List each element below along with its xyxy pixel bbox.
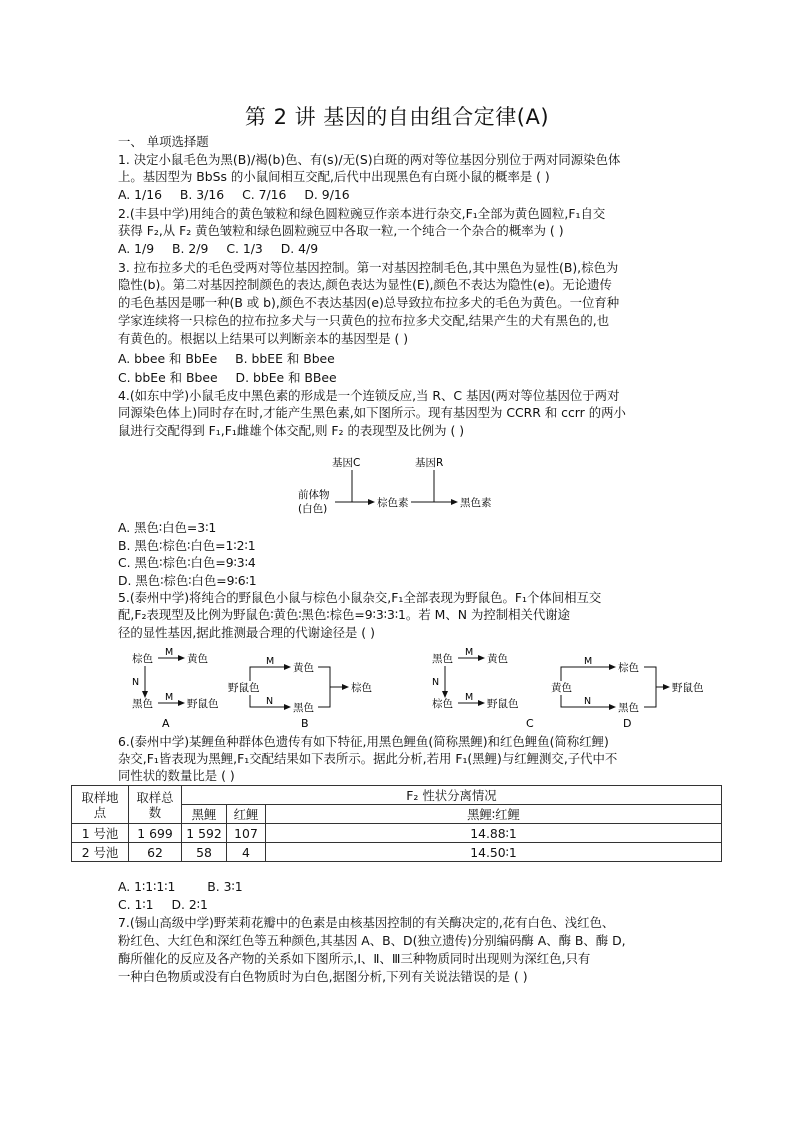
q7-line: 粉红色、大红色和深红色等五种颜色,其基因 A、B、D(独立遗传)分别编码酶 A、酶 B、酶 D,: [118, 933, 626, 948]
q2-line: 2.(丰县中学)用纯合的黄色皱粒和绿色圆粒豌豆作亲本进行杂交,F₁全部为黄色圆粒,F₁自交: [118, 206, 606, 221]
q1-option-a[interactable]: A. 1/16: [118, 187, 162, 202]
q3-line: 隐性(b)。第二对基因控制颜色的表达,颜色表达为显性(E),颜色不表达为隐性(e)。无论遗传: [118, 277, 612, 292]
a-label: A: [162, 717, 170, 730]
cell: 107: [227, 824, 266, 843]
cell: 4: [227, 843, 266, 862]
q5-line: 径的显性基因,据此推测最合理的代谢途径是 ( ): [118, 625, 375, 640]
c-bottom-right: 野鼠色: [487, 698, 519, 710]
header-site-2: 点: [93, 804, 107, 820]
q3-line: 有黄色的。根据以上结果可以判断亲本的基因型是 ( ): [118, 331, 409, 346]
q6-option-a[interactable]: A. 1∶1∶1∶1: [118, 879, 176, 894]
q7-line: 一种白色物质或没有白色物质时为白色,据图分析,下列有关说法错误的是 ( ): [118, 969, 528, 984]
b-right: 棕色: [351, 682, 372, 694]
table-header-site: [72, 786, 129, 824]
q2-option-d[interactable]: D. 4/9: [280, 241, 319, 256]
q6-options-row2: [118, 897, 222, 912]
c-m2-label: M: [465, 692, 474, 703]
d-bottom: 黑色: [618, 702, 639, 714]
cell: 14.50∶1: [266, 843, 722, 862]
q4-option-a[interactable]: A. 黑色∶白色=3∶1: [118, 520, 217, 535]
d-n-label: N: [584, 696, 592, 707]
q3-line: 的毛色基因是哪一种(B 或 b),颜色不表达基因(e)总导致拉布拉多犬的毛色为黄色。一位育种: [118, 295, 620, 310]
a-top-right: 黄色: [187, 653, 208, 665]
brown-pigment-label: 棕色素: [377, 497, 409, 509]
precursor-color-label: (白色): [298, 503, 328, 515]
a-m-label: M: [165, 647, 174, 658]
q3-option-a[interactable]: A. bbee 和 BbEe: [118, 351, 218, 366]
q5-diagram-a: [132, 647, 219, 730]
gene-c-label: 基因C: [332, 457, 361, 469]
q6-table: [71, 785, 722, 862]
table-sub-ratio: 黑鲤∶红鲤: [266, 805, 722, 824]
q2-option-c[interactable]: C. 1/3: [226, 241, 263, 256]
q6-line: 杂交,F₁皆表现为黑鲤,F₁交配结果如下表所示。据此分析,若用 F₁(黑鲤)与红鲤测交,子代中不: [118, 751, 618, 766]
cell: 1 592: [182, 824, 227, 843]
q4-line: 4.(如东中学)小鼠毛皮中黑色素的形成是一个连锁反应,当 R、C 基因(两对等位基因位于两对: [118, 388, 620, 403]
q4-pathway-diagram: [290, 452, 510, 522]
q7-line: 7.(锡山高级中学)野茉莉花瓣中的色素是由核基因控制的有关酶决定的,花有白色、浅红色、: [118, 915, 615, 930]
c-bottom-left: 棕色: [432, 698, 453, 710]
table-header-total: [129, 786, 182, 824]
cell: 2 号池: [72, 843, 129, 862]
q1-line: 1. 决定小鼠毛色为黑(B)/褐(b)色、有(s)/无(S)白斑的两对等位基因分别位于两对同源染色体: [118, 152, 621, 167]
b-label: B: [301, 717, 309, 730]
c-label: C: [526, 717, 534, 730]
a-n-label: N: [132, 677, 140, 688]
header-total-2: 数: [148, 804, 162, 820]
q6-line: 6.(泰州中学)某鲤鱼种群体色遗传有如下特征,用黑色鲤鱼(简称黑鲤)和红色鲤鱼(简称红鲤): [118, 734, 609, 749]
c-top-left: 黑色: [432, 653, 453, 665]
table-sub-red: 红鲤: [227, 805, 266, 824]
a-top-left: 棕色: [132, 653, 153, 665]
header-site-1: 取样地: [81, 789, 119, 805]
cell: 58: [182, 843, 227, 862]
q4-line: 鼠进行交配得到 F₁,F₁雌雄个体交配,则 F₂ 的表现型及比例为 ( ): [118, 423, 465, 438]
c-m-label: M: [465, 647, 474, 658]
cell: 14.88∶1: [266, 824, 722, 843]
q2-options: [118, 241, 332, 256]
q1-option-c[interactable]: C. 7/16: [242, 187, 287, 202]
table-row: [72, 843, 722, 862]
q6-option-b[interactable]: B. 3∶1: [207, 879, 243, 894]
b-top: 黄色: [293, 662, 314, 674]
q1-options: [118, 187, 364, 202]
d-left: 黄色: [551, 682, 572, 694]
q1-option-d[interactable]: D. 9/16: [304, 187, 350, 202]
table-row: [72, 824, 722, 843]
q5-pathway-diagrams: [118, 645, 718, 733]
cell: 1 699: [129, 824, 182, 843]
b-bottom: 黑色: [293, 702, 314, 714]
q3-line: 3. 拉布拉多犬的毛色受两对等位基因控制。第一对基因控制毛色,其中黑色为显性(B),棕色为: [118, 260, 619, 275]
q2-option-a[interactable]: A. 1/9: [118, 241, 155, 256]
q4-line: 同源染色体上)同时存在时,才能产生黑色素,如下图所示。现有基因型为 CCRR 和 ccrr 的两小: [118, 405, 626, 420]
q6-option-d[interactable]: D. 2∶1: [171, 897, 208, 912]
a-bottom-left: 黑色: [132, 698, 153, 710]
c-top-right: 黄色: [487, 653, 508, 665]
q5-diagram-b: [228, 656, 372, 730]
q4-option-d[interactable]: D. 黑色∶棕色∶白色=9∶6∶1: [118, 573, 257, 588]
d-label: D: [623, 717, 632, 730]
a-bottom-right: 野鼠色: [187, 698, 219, 710]
q2-option-b[interactable]: B. 2/9: [172, 241, 209, 256]
q3-option-c[interactable]: C. bbEe 和 Bbee: [118, 370, 218, 385]
c-n-label: N: [432, 677, 440, 688]
q2-line: 获得 F₂,从 F₂ 黄色皱粒和绿色圆粒豌豆中各取一粒,一个纯合一个杂合的概率为 ( ): [118, 223, 564, 238]
table-sub-black: 黑鲤: [182, 805, 227, 824]
q7-line: 酶所催化的反应及各产物的关系如下图所示,Ⅰ、Ⅱ、Ⅲ三种物质同时出现则为深红色,只有: [118, 951, 591, 966]
section-heading: 一、 单项选择题: [118, 134, 209, 149]
q6-options-row1: [118, 879, 257, 894]
q4-option-c[interactable]: C. 黑色∶棕色∶白色=9∶3∶4: [118, 555, 256, 570]
q5-diagram-d: [551, 656, 704, 730]
header-total-1: 取样总: [136, 789, 174, 805]
q1-option-b[interactable]: B. 3/16: [179, 187, 225, 202]
precursor-label: 前体物: [298, 489, 330, 501]
table-header-f2: F₂ 性状分离情况: [182, 786, 722, 805]
d-top: 棕色: [618, 662, 639, 674]
q3-options-row1: [118, 349, 349, 367]
q5-line: 配,F₂表现型及比例为野鼠色∶黄色∶黑色∶棕色=9∶3∶3∶1。若 M、N 为控制相关代谢途: [118, 607, 571, 622]
b-m-label: M: [266, 656, 275, 667]
q3-options-row2: [118, 368, 351, 386]
b-left: 野鼠色: [228, 682, 260, 694]
q3-line: 学家连续将一只棕色的拉布拉多犬与一只黄色的拉布拉多犬交配,结果产生的犬有黑色的,也: [118, 313, 610, 328]
q3-option-b[interactable]: B. bbEE 和 Bbee: [235, 351, 335, 366]
cell: 1 号池: [72, 824, 129, 843]
a-m2-label: M: [165, 692, 174, 703]
d-m-label: M: [584, 656, 593, 667]
cell: 62: [129, 843, 182, 862]
b-n-label: N: [266, 696, 274, 707]
page-title: 第 2 讲 基因的自由组合定律(A): [244, 105, 550, 129]
q6-option-c[interactable]: C. 1∶1: [118, 897, 154, 912]
q6-line: 同性状的数量比是 ( ): [118, 768, 235, 783]
q5-line: 5.(泰州中学)将纯合的野鼠色小鼠与棕色小鼠杂交,F₁全部表现为野鼠色。F₁个体间相互交: [118, 590, 602, 605]
q1-line: 上。基因型为 BbSs 的小鼠间相互交配,后代中出现黑色有白斑小鼠的概率是 ( ): [118, 169, 550, 184]
black-pigment-label: 黑色素: [460, 497, 492, 509]
d-right: 野鼠色: [672, 682, 704, 694]
q5-diagram-c: [432, 647, 534, 730]
q4-option-b[interactable]: B. 黑色∶棕色∶白色=1∶2∶1: [118, 538, 256, 553]
q3-option-d[interactable]: D. bbEe 和 BBee: [235, 370, 337, 385]
gene-r-label: 基因R: [415, 457, 444, 469]
